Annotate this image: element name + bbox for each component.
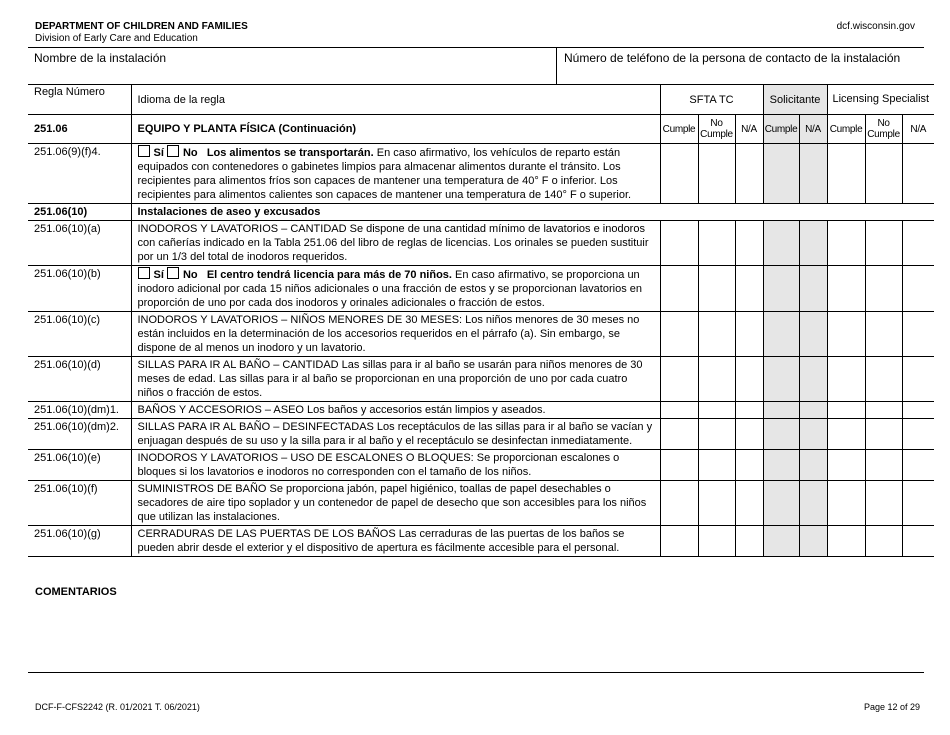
rule-text: SILLAS PARA IR AL BAÑO – DESINFECTADAS Los receptáculos de las sillas para ir al baño se vacían y enjuagan después de su uso y la silla para ir al baño y el receptáculo se desinfectan inmediatamente. — [137, 421, 653, 447]
specialist-meets-cell[interactable] — [827, 402, 865, 419]
yes-label: Sí — [153, 147, 164, 159]
column-header-row — [28, 85, 934, 115]
specialist-meets-cell[interactable] — [827, 357, 865, 402]
specialist-not-meets-cell[interactable] — [865, 357, 902, 402]
rule-language — [131, 526, 660, 557]
facility-name-field[interactable] — [28, 48, 557, 84]
rule-text: INODOROS Y LAVATORIOS – NIÑOS MENORES DE 30 MESES: Los niños menores de 30 meses no están incluidos en la determinación de los accesorios requeridos en el párrafo (a). Sin embargo, se dispone de al menos un inodoro y un lavatorio. — [137, 314, 640, 354]
rule-number: 251.06(10)(dm)1. — [28, 402, 131, 419]
specialist-not-meets-cell[interactable] — [865, 144, 902, 204]
rule-number: 251.06(10)(a) — [28, 221, 131, 266]
sfta-meets-cell[interactable] — [660, 266, 698, 312]
sfta-na-cell[interactable] — [735, 221, 763, 266]
specialist-meets-cell[interactable] — [827, 221, 865, 266]
applicant-meets-header: Cumple — [763, 115, 799, 144]
sfta-na-cell[interactable] — [735, 450, 763, 481]
rule-number: 251.06(10) — [28, 204, 131, 221]
sfta-na-cell[interactable] — [735, 419, 763, 450]
specialist-meets-cell[interactable] — [827, 419, 865, 450]
rule-language — [131, 312, 660, 357]
applicant-meets-cell[interactable] — [763, 402, 799, 419]
sfta-meets-cell[interactable] — [660, 221, 698, 266]
facility-phone-label: Número de teléfono de la persona de contacto de la instalación — [564, 51, 901, 65]
rule-number-header: Regla Número — [28, 85, 131, 115]
applicant-meets-cell[interactable] — [763, 144, 799, 204]
rule-number: 251.06(10)(e) — [28, 450, 131, 481]
rule-row — [28, 357, 934, 402]
rule-bold-text: Los alimentos se transportarán. — [206, 147, 374, 159]
applicant-na-cell[interactable] — [799, 450, 827, 481]
rule-text: SILLAS PARA IR AL BAÑO – CANTIDAD Las sillas para ir al baño se usarán para niños menores de 30 meses de edad. Las sillas para ir al baño se proporcionan en una proporción de uno por cada cuatro niños o fracción de estos. — [137, 359, 643, 399]
applicant-na-cell[interactable] — [799, 481, 827, 526]
rule-row — [28, 144, 934, 204]
sfta-not-meets-cell[interactable] — [698, 221, 735, 266]
sfta-header: SFTA TC — [660, 85, 763, 115]
applicant-na-cell[interactable] — [799, 266, 827, 312]
specialist-meets-cell[interactable] — [827, 481, 865, 526]
specialist-not-meets-cell[interactable] — [865, 526, 902, 557]
yes-checkbox[interactable] — [138, 145, 150, 157]
no-checkbox[interactable] — [167, 145, 179, 157]
specialist-na-cell[interactable] — [902, 481, 934, 526]
rule-row — [28, 221, 934, 266]
sfta-not-meets-cell[interactable] — [698, 312, 735, 357]
sfta-meets-cell[interactable] — [660, 402, 698, 419]
no-checkbox[interactable] — [167, 267, 179, 279]
sfta-meets-cell[interactable] — [660, 481, 698, 526]
rule-text: CERRADURAS DE LAS PUERTAS DE LOS BAÑOS Las cerraduras de las puertas de los baños se pueden abrir desde el exterior y el dispositivo de apertura es fácilmente accesible para el personal. — [137, 528, 625, 554]
subsection-title: Instalaciones de aseo y excusados — [131, 204, 934, 221]
rule-row — [28, 526, 934, 557]
comments-label: COMENTARIOS — [35, 586, 117, 598]
yes-checkbox[interactable] — [138, 267, 150, 279]
website: dcf.wisconsin.gov — [836, 21, 915, 32]
division-name: Division of Early Care and Education — [35, 33, 198, 44]
specialist-meets-cell[interactable] — [827, 526, 865, 557]
sfta-meets-header: Cumple — [660, 115, 698, 144]
applicant-meets-cell[interactable] — [763, 450, 799, 481]
section-number: 251.06 — [28, 115, 131, 144]
specialist-meets-cell[interactable] — [827, 450, 865, 481]
rule-row — [28, 450, 934, 481]
specialist-na-header: N/A — [902, 115, 934, 144]
sfta-meets-cell[interactable] — [660, 419, 698, 450]
specialist-na-cell[interactable] — [902, 357, 934, 402]
footer-divider — [28, 672, 924, 673]
applicant-meets-cell[interactable] — [763, 266, 799, 312]
sfta-not-meets-cell[interactable] — [698, 402, 735, 419]
sfta-na-cell[interactable] — [735, 402, 763, 419]
specialist-na-cell[interactable] — [902, 266, 934, 312]
facility-name-label: Nombre de la instalación — [34, 51, 167, 65]
rule-text: SUMINISTROS DE BAÑO Se proporciona jabón, papel higiénico, toallas de papel desechables o secadores de aire tipo soplador y un contenedor de papel de desecho que son accesibles para los niños que utilizan las instalaciones. — [137, 483, 647, 523]
rule-text: En caso afirmativo, se proporciona un inodoro adicional por cada 15 niños adicionales o una fracción de estos y se proporcionan lavatorios en proporción de uno por cada dos inodoros y orinales adicionales o fracción de estos. — [137, 269, 642, 309]
document-header — [35, 21, 248, 45]
applicant-meets-cell[interactable] — [763, 419, 799, 450]
specialist-not-meets-cell[interactable] — [865, 402, 902, 419]
sfta-na-cell[interactable] — [735, 312, 763, 357]
sfta-not-meets-cell[interactable] — [698, 266, 735, 312]
applicant-meets-cell[interactable] — [763, 312, 799, 357]
sfta-na-cell[interactable] — [735, 481, 763, 526]
sfta-not-meets-cell[interactable] — [698, 144, 735, 204]
rule-language — [131, 144, 660, 204]
rule-text: BAÑOS Y ACCESORIOS – ASEO Los baños y accesorios están limpios y aseados. — [137, 404, 546, 416]
applicant-na-cell[interactable] — [799, 357, 827, 402]
form-id: DCF-F-CFS2242 (R. 01/2021 T. 06/2021) — [35, 702, 200, 712]
rule-row — [28, 266, 934, 312]
applicant-header: Solicitante — [763, 85, 827, 115]
rule-number: 251.06(10)(b) — [28, 266, 131, 312]
sfta-na-cell[interactable] — [735, 144, 763, 204]
sfta-not-meets-header: No Cumple — [698, 115, 735, 144]
applicant-na-cell[interactable] — [799, 312, 827, 357]
rule-row — [28, 481, 934, 526]
specialist-na-cell[interactable] — [902, 450, 934, 481]
specialist-na-cell[interactable] — [902, 402, 934, 419]
rule-number: 251.06(10)(dm)2. — [28, 419, 131, 450]
sfta-meets-cell[interactable] — [660, 312, 698, 357]
sfta-meets-cell[interactable] — [660, 357, 698, 402]
specialist-na-cell[interactable] — [902, 312, 934, 357]
page-number: Page 12 of 29 — [863, 702, 920, 712]
sfta-not-meets-cell[interactable] — [698, 481, 735, 526]
specialist-meets-cell[interactable] — [827, 312, 865, 357]
applicant-na-cell[interactable] — [799, 221, 827, 266]
applicant-na-cell[interactable] — [799, 419, 827, 450]
sfta-not-meets-cell[interactable] — [698, 357, 735, 402]
rule-number: 251.06(10)(c) — [28, 312, 131, 357]
specialist-meets-cell[interactable] — [827, 144, 865, 204]
rule-text: INODOROS Y LAVATORIOS – USO DE ESCALONES O BLOQUES: Se proporcionan escalones o bloques si los lavatorios e inodoros no corresponden con el tamaño de los niños. — [137, 452, 620, 478]
specialist-na-cell[interactable] — [902, 221, 934, 266]
rule-language — [131, 450, 660, 481]
applicant-meets-cell[interactable] — [763, 221, 799, 266]
no-label: No — [182, 269, 198, 281]
no-label: No — [182, 147, 198, 159]
rule-row — [28, 312, 934, 357]
subsection-header-row — [28, 204, 934, 221]
specialist-not-meets-cell[interactable] — [865, 266, 902, 312]
rule-language — [131, 357, 660, 402]
rule-number: 251.06(9)(f)4. — [28, 144, 131, 204]
rule-row — [28, 419, 934, 450]
sfta-na-cell[interactable] — [735, 266, 763, 312]
specialist-not-meets-cell[interactable] — [865, 419, 902, 450]
rule-row — [28, 402, 934, 419]
sfta-meets-cell[interactable] — [660, 144, 698, 204]
specialist-na-cell[interactable] — [902, 526, 934, 557]
rule-language — [131, 402, 660, 419]
sfta-meets-cell[interactable] — [660, 526, 698, 557]
sfta-not-meets-cell[interactable] — [698, 526, 735, 557]
sfta-meets-cell[interactable] — [660, 450, 698, 481]
sfta-na-cell[interactable] — [735, 357, 763, 402]
department-name: DEPARTMENT OF CHILDREN AND FAMILIES — [35, 21, 248, 32]
applicant-na-header: N/A — [799, 115, 827, 144]
rule-language — [131, 419, 660, 450]
rule-language — [131, 481, 660, 526]
rule-text: En caso afirmativo, los vehículos de reparto están equipados con contenedores o gabinetes limpios para almacenar alimentos durante el tránsito. Los recipientes para alimentos fríos son capaces de mantener una temperatura de 40° F o inferior. Los recipientes para alimentos calientes son capaces de mantener una temperatura de 140° F o superior. — [137, 147, 632, 201]
rule-number: 251.06(10)(g) — [28, 526, 131, 557]
sfta-na-cell[interactable] — [735, 526, 763, 557]
applicant-na-cell[interactable] — [799, 144, 827, 204]
checklist-table — [28, 84, 934, 557]
specialist-not-meets-cell[interactable] — [865, 481, 902, 526]
rule-language-header: Idioma de la regla — [131, 85, 660, 115]
specialist-meets-header: Cumple — [827, 115, 865, 144]
specialist-na-cell[interactable] — [902, 419, 934, 450]
rule-language — [131, 266, 660, 312]
rule-bold-text: El centro tendrá licencia para más de 70 niños. — [206, 269, 452, 281]
licensing-specialist-header: Licensing Specialist — [827, 85, 934, 115]
section-title: EQUIPO Y PLANTA FÍSICA (Continuación) — [131, 115, 660, 144]
sfta-na-header: N/A — [735, 115, 763, 144]
applicant-na-cell[interactable] — [799, 402, 827, 419]
applicant-meets-cell[interactable] — [763, 357, 799, 402]
facility-info-row — [28, 47, 924, 85]
section-header-row — [28, 115, 934, 144]
specialist-not-meets-header: No Cumple — [865, 115, 902, 144]
specialist-not-meets-cell[interactable] — [865, 450, 902, 481]
specialist-not-meets-cell[interactable] — [865, 312, 902, 357]
rule-number: 251.06(10)(f) — [28, 481, 131, 526]
applicant-meets-cell[interactable] — [763, 526, 799, 557]
applicant-meets-cell[interactable] — [763, 481, 799, 526]
rule-number: 251.06(10)(d) — [28, 357, 131, 402]
facility-phone-field[interactable] — [557, 48, 924, 84]
rule-text: INODOROS Y LAVATORIOS – CANTIDAD Se dispone de una cantidad mínimo de lavatorios e inodoros con cañerías indicado en la Tabla 251.06 del libro de reglas de licencias. Los orinales se pueden sustituir por un 1/3 del total de inodoros requeridos. — [137, 223, 649, 263]
yes-label: Sí — [153, 269, 164, 281]
specialist-na-cell[interactable] — [902, 144, 934, 204]
specialist-not-meets-cell[interactable] — [865, 221, 902, 266]
specialist-meets-cell[interactable] — [827, 266, 865, 312]
sfta-not-meets-cell[interactable] — [698, 419, 735, 450]
applicant-na-cell[interactable] — [799, 526, 827, 557]
rule-language — [131, 221, 660, 266]
sfta-not-meets-cell[interactable] — [698, 450, 735, 481]
